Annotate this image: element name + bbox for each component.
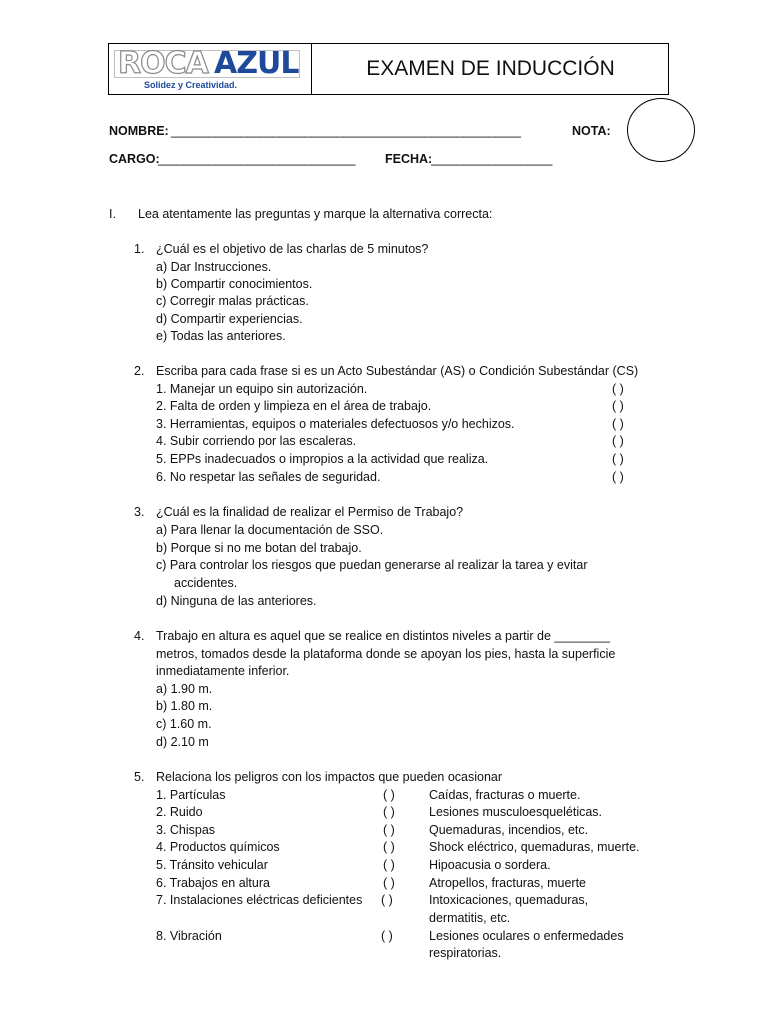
q4-number: 4.	[134, 629, 145, 643]
q5-impact: Quemaduras, incendios, etc.	[429, 823, 589, 837]
q5-answer-blank[interactable]: ( )	[383, 858, 395, 872]
q5-answer-blank[interactable]: ( )	[381, 893, 393, 907]
q5-answer-blank[interactable]: ( )	[381, 929, 393, 943]
fecha-label: FECHA:	[385, 152, 433, 166]
q5-answer-blank[interactable]: ( )	[383, 823, 395, 837]
q5-impact: Intoxicaciones, quemaduras,	[429, 893, 589, 907]
q4-option-a[interactable]: a) 1.90 m.	[156, 682, 213, 696]
q5-impact: Atropellos, fracturas, muerte	[429, 876, 587, 890]
q3-option-b[interactable]: b) Porque si no me botan del trabajo.	[156, 541, 362, 555]
q3-option-d[interactable]: d) Ninguna de las anteriores.	[156, 594, 317, 608]
section-numeral: I.	[109, 207, 116, 221]
q5-hazard: 8. Vibración	[156, 929, 222, 943]
q2-item: 3. Herramientas, equipos o materiales defectuosos y/o hechizos.	[156, 417, 515, 431]
q2-number: 2.	[134, 364, 145, 378]
q2-item: 5. EPPs inadecuados o impropios a la actividad que realiza.	[156, 452, 489, 466]
q3-option-c-continued[interactable]: accidentes.	[174, 576, 238, 590]
q3-text: ¿Cuál es la finalidad de realizar el Permiso de Trabajo?	[156, 505, 464, 519]
q4-text-line2: metros, tomados desde la plataforma donde se apoyan los pies, hasta la superficie	[156, 647, 616, 661]
q2-answer-blank[interactable]: ( )	[612, 417, 624, 431]
q2-item: 2. Falta de orden y limpieza en el área de trabajo.	[156, 399, 432, 413]
nombre-label: NOMBRE:	[109, 124, 169, 138]
q1-option-a[interactable]: a) Dar Instrucciones.	[156, 260, 272, 274]
q4-option-b[interactable]: b) 1.80 m.	[156, 699, 213, 713]
q5-number: 5.	[134, 770, 145, 784]
q4-text-line3: inmediatamente inferior.	[156, 664, 290, 678]
nota-label: NOTA:	[572, 124, 611, 138]
q3-option-a[interactable]: a) Para llenar la documentación de SSO.	[156, 523, 384, 537]
q5-hazard: 1. Partículas	[156, 788, 226, 802]
q5-hazard: 3. Chispas	[156, 823, 216, 837]
q4-option-d[interactable]: d) 2.10 m	[156, 735, 209, 749]
q5-impact: Caídas, fracturas o muerte.	[429, 788, 581, 802]
q1-text: ¿Cuál es el objetivo de las charlas de 5 minutos?	[156, 242, 429, 256]
q2-answer-blank[interactable]: ( )	[612, 382, 624, 396]
grade-circle[interactable]	[627, 98, 695, 162]
exam-title: EXAMEN DE INDUCCIÓN	[366, 57, 615, 80]
q5-hazard: 7. Instalaciones eléctricas deficientes	[156, 893, 363, 907]
q2-answer-blank[interactable]: ( )	[612, 399, 624, 413]
q5-hazard: 4. Productos químicos	[156, 840, 280, 854]
q3-option-c[interactable]: c) Para controlar los riesgos que puedan generarse al realizar la tarea y evitar	[156, 558, 588, 572]
logo-word-roca: ROCA	[118, 46, 208, 81]
q1-number: 1.	[134, 242, 145, 256]
fecha-field[interactable]: ___________________	[431, 152, 552, 166]
q1-option-b[interactable]: b) Compartir conocimientos.	[156, 277, 313, 291]
q2-text: Escriba para cada frase si es un Acto Subestándar (AS) o Condición Subestándar (CS)	[156, 364, 639, 378]
logo-slogan: Solidez y Creatividad.	[144, 80, 238, 90]
q5-text: Relaciona los peligros con los impactos que pueden ocasionar	[156, 770, 503, 784]
q5-hazard: 2. Ruido	[156, 805, 203, 819]
q5-impact: Lesiones musculoesqueléticas.	[429, 805, 603, 819]
q3-number: 3.	[134, 505, 145, 519]
q5-impact: Shock eléctrico, quemaduras, muerte.	[429, 840, 640, 854]
q1-option-e[interactable]: e) Todas las anteriores.	[156, 329, 286, 343]
q2-answer-blank[interactable]: ( )	[612, 470, 624, 484]
q2-item: 1. Manejar un equipo sin autorización.	[156, 382, 368, 396]
q1-option-c[interactable]: c) Corregir malas prácticas.	[156, 294, 309, 308]
company-logo	[114, 46, 304, 92]
q2-item: 4. Subir corriendo por las escaleras.	[156, 434, 357, 448]
q5-answer-blank[interactable]: ( )	[383, 840, 395, 854]
q2-answer-blank[interactable]: ( )	[612, 434, 624, 448]
q5-answer-blank[interactable]: ( )	[383, 788, 395, 802]
cargo-field[interactable]: _______________________________	[158, 152, 355, 166]
q1-option-d[interactable]: d) Compartir experiencias.	[156, 312, 303, 326]
q5-impact: Hipoacusia o sordera.	[429, 858, 551, 872]
q5-answer-blank[interactable]: ( )	[383, 805, 395, 819]
q5-impact-continued: respiratorias.	[429, 946, 502, 960]
nombre-field[interactable]: _______________________________________________________	[171, 124, 521, 138]
q2-item: 6. No respetar las señales de seguridad.	[156, 470, 381, 484]
section-instruction: Lea atentamente las preguntas y marque la alternativa correcta:	[138, 207, 493, 221]
q5-answer-blank[interactable]: ( )	[383, 876, 395, 890]
q5-impact-continued: dermatitis, etc.	[429, 911, 511, 925]
logo-word-azul: AZUL	[214, 46, 299, 81]
q5-impact: Lesiones oculares o enfermedades	[429, 929, 624, 943]
q4-option-c[interactable]: c) 1.60 m.	[156, 717, 212, 731]
q4-text-line1: Trabajo en altura es aquel que se realice en distintos niveles a partir de ________	[156, 629, 610, 643]
q5-hazard: 5. Tránsito vehicular	[156, 858, 268, 872]
cargo-label: CARGO:	[109, 152, 160, 166]
q5-hazard: 6. Trabajos en altura	[156, 876, 270, 890]
q2-answer-blank[interactable]: ( )	[612, 452, 624, 466]
